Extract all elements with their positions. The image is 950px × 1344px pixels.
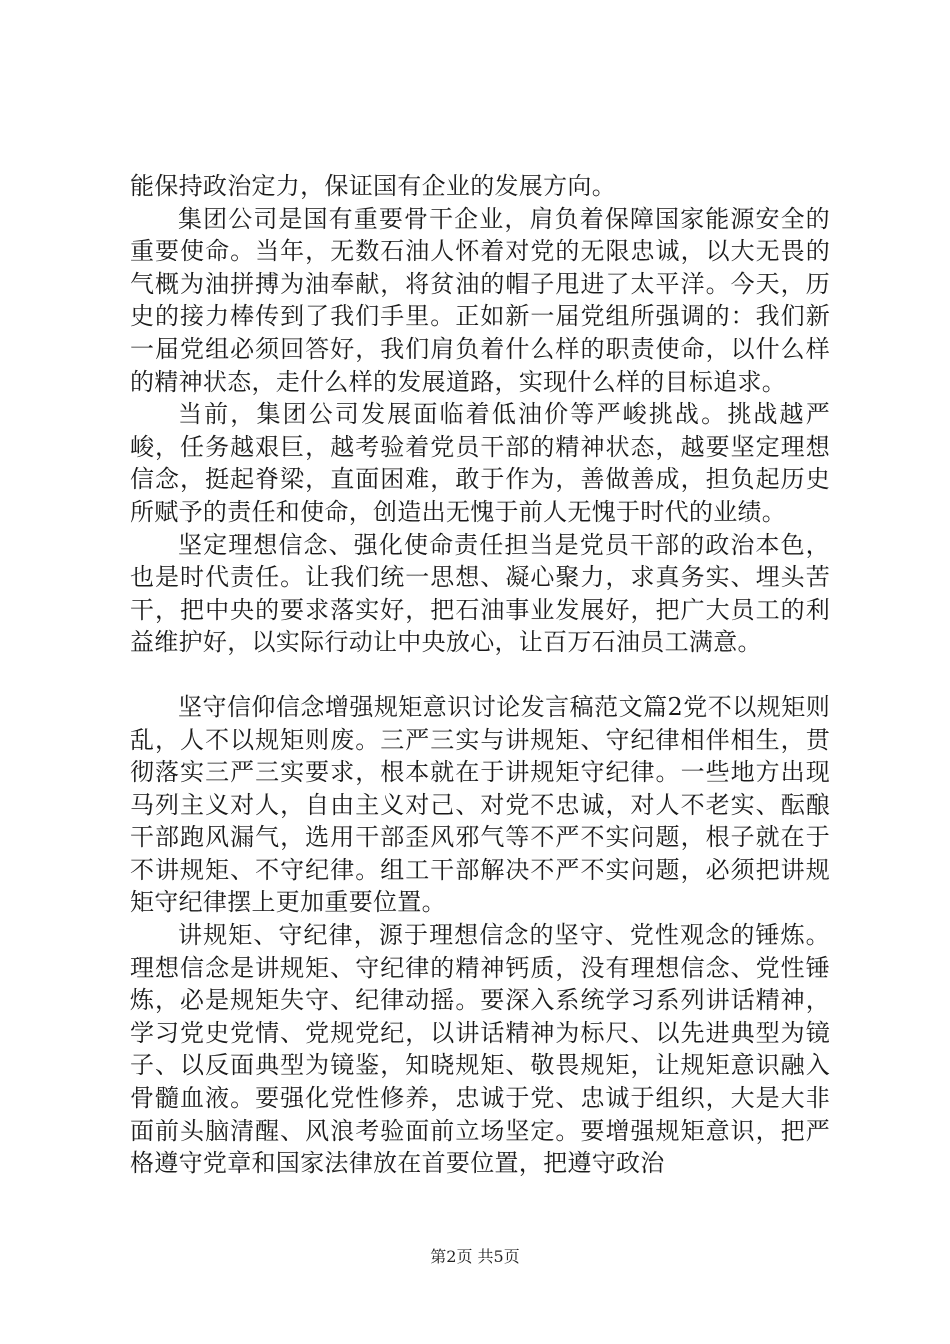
paragraph: 当前，集团公司发展面临着低油价等严峻挑战。挑战越严峻，任务越艰巨，越考验着党员干部的精神状态，越要坚定理想信念，挺起脊梁，直面困难，敢于作为，善做善成，担负起历史所赋予的责任和使命，创造出无愧于前人无愧于时代的业绩。 [130,400,830,526]
paragraph: 坚守信仰信念增强规矩意识讨论发言稿范文篇2党不以规矩则乱，人不以规矩则废。三严三实与讲规矩、守纪律相伴相生，贯彻落实三严三实要求，根本就在于讲规矩守纪律。一些地方出现马列主义对人，自由主义对己、对党不忠诚，对人不老实、酝酿干部跑风漏气，选用干部歪风邪气等不严不实问题，根子就在于不讲规矩、不守纪律。组工干部解决不严不实问题，必须把讲规矩守纪律摆上更加重要位置。 [130,692,830,917]
paragraph: 讲规矩、守纪律，源于理想信念的坚守、党性观念的锤炼。理想信念是讲规矩、守纪律的精神钙质，没有理想信念、党性锤炼，必是规矩失守、纪律动摇。要深入系统学习系列讲话精神，学习党史党情、党规党纪，以讲话精神为标尺、以先进典型为镜子、以反面典型为镜鉴，知晓规矩、敬畏规矩，让规矩意识融入骨髓血液。要强化党性修养，忠诚于党、忠诚于组织，大是大非面前头脑清醒、风浪考验面前立场坚定。要增强规矩意识，把严格遵守党章和国家法律放在首要位置，把遵守政治 [130,921,830,1178]
paragraph-continuation: 能保持政治定力，保证国有企业的发展方向。 [130,172,616,200]
paragraph: 坚定理想信念、强化使命责任担当是党员干部的政治本色，也是时代责任。让我们统一思想、凝心聚力，求真务实、埋头苦干，把中央的要求落实好，把石油事业发展好，把广大员工的利益维护好，以实际行动让中央放心，让百万石油员工满意。 [130,530,830,657]
paragraph-spacer [130,659,830,691]
paragraph: 集团公司是国有重要骨干企业，肩负着保障国家能源安全的重要使命。当年，无数石油人怀着对党的无限忠诚，以大无畏的气概为油拼搏为油奉献，将贫油的帽子甩进了太平洋。今天，历史的接力棒传到了我们手里。正如新一届党组所强调的：我们新一届党组必须回答好，我们肩负着什么样的职责使命，以什么样的精神状态，走什么样的发展道路，实现什么样的目标追求。 [130,204,830,396]
page-footer: 第2页 共5页 [430,1247,520,1266]
document-body [130,170,830,1180]
